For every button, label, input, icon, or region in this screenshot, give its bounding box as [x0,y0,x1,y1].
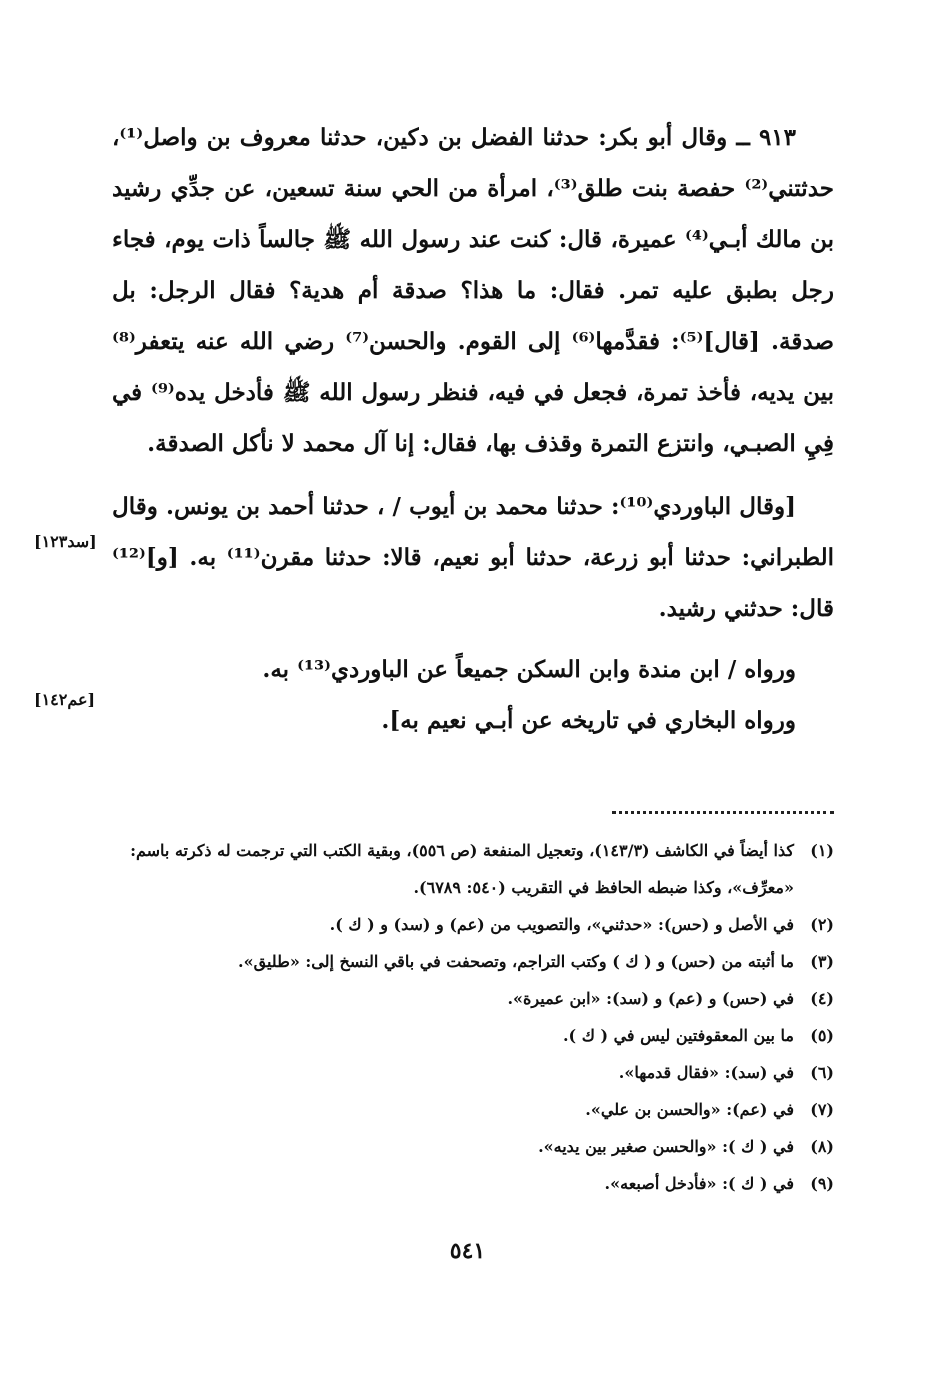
footnote-number: (٧) [810,1100,834,1119]
footnote-text: كذا أيضاً في الكاشف (١٤٣/٣)، وتعجيل المنفعة (ص ٥٥٦)، وبقية الكتب التي ترجمت له ذكرته باسم: «معرِّف»، وكذا ضبطه الحافظ في التقريب (٥٤٠: ٦٧٨٩). [130,841,794,897]
footnote [112,1091,834,1128]
riwaya-paragraph-2: ورواه البخاري في تاريخه عن أبـي نعيم به]. [381,707,796,734]
footnote [112,906,834,943]
footnote-text: في ( ك ): «والحسن صغير بين يديه». [538,1137,794,1156]
footnote [112,1128,834,1165]
footnote-number: (٩) [810,1174,834,1193]
footnote-text: ما بين المعقوفتين ليس في ( ك ). [562,1026,794,1045]
footnote [112,980,834,1017]
footnote-number: (٤) [810,989,834,1008]
footnote-text: في (حس) و (عم) و (سد): «ابن عميرة». [507,989,794,1008]
footnote [112,1017,834,1054]
footnote [112,1054,834,1091]
footnote-text: ما أثبته من (حس) و ( ك ) وكتب التراجم، وتصحفت في باقي النسخ إلى: «طليق». [238,952,794,971]
main-text [112,112,834,746]
footnote [112,1165,834,1202]
margin-note-am: [عم١٤٢] [34,690,96,709]
riwaya-paragraph-1: ورواه / ابن مندة وابن السكن جميعاً عن الباوردي⁽¹³⁾ به. [262,656,796,683]
footnote-text: في (عم): «والحسن بن علي». [585,1100,794,1119]
footnotes [112,832,834,1202]
footnote-number: (١) [810,841,834,860]
footnote-divider [612,811,834,814]
footnote [112,943,834,980]
footnote-number: (٨) [810,1137,834,1156]
isnad-paragraph: [وقال الباوردي⁽¹⁰⁾: حدثنا محمد بن أيوب / ، حدثنا أحمد بن يونس. وقال الطبراني: حدثنا أبو زرعة، حدثنا أبو نعيم، قالا: حدثنا مقرن⁽¹¹⁾ به. [و]⁽¹²⁾ قال: حدثني رشيد. [112,493,834,622]
footnote-number: (٣) [810,952,834,971]
hadith-paragraph: ٩١٣ ــ وقال أبو بكر: حدثنا الفضل بن دكين، حدثنا معروف بن واصل⁽¹⁾، حدثتني⁽²⁾ حفصة بنت طلق⁽³⁾، امرأة من الحي سنة تسعين، عن جدِّي رشيد بن مالك أبـي⁽⁴⁾ عميرة، قال: كنت عند رسول الله ﷺ جالساً ذات يوم، فجاء رجل بطبق عليه تمر. فقال: ما هذا؟ صدقة أم هدية؟ فقال الرجل: بل صدقة. [قال]⁽⁵⁾: فقدَّمها⁽⁶⁾ إلى القوم. والحسن⁽⁷⁾ رضي الله عنه يتعفر⁽⁸⁾ بين يديه، فأخذ تمرة، فجعل في فيه، فنظر رسول الله ﷺ فأدخل يده⁽⁹⁾ في فِيِ الصبـي، وانتزع التمرة وقذف بها، فقال: إنا آل محمد لا نأكل الصدقة. [112,124,835,457]
footnote-number: (٦) [810,1063,834,1082]
footnote-text: في ( ك ): «فأدخل أصبعه». [604,1174,794,1193]
footnote-number: (٥) [810,1026,834,1045]
margin-note-sd: [سد١٢٣] [34,532,97,551]
footnote-number: (٢) [810,915,834,934]
page-number: ٥٤١ [449,1238,486,1264]
footnote-text: في الأصل و (حس): «حدثني»، والتصويب من (عم) و (سد) و ( ك ). [329,915,794,934]
footnote [112,832,834,906]
footnote-text: في (سد): «فقال قدمها». [618,1063,794,1082]
